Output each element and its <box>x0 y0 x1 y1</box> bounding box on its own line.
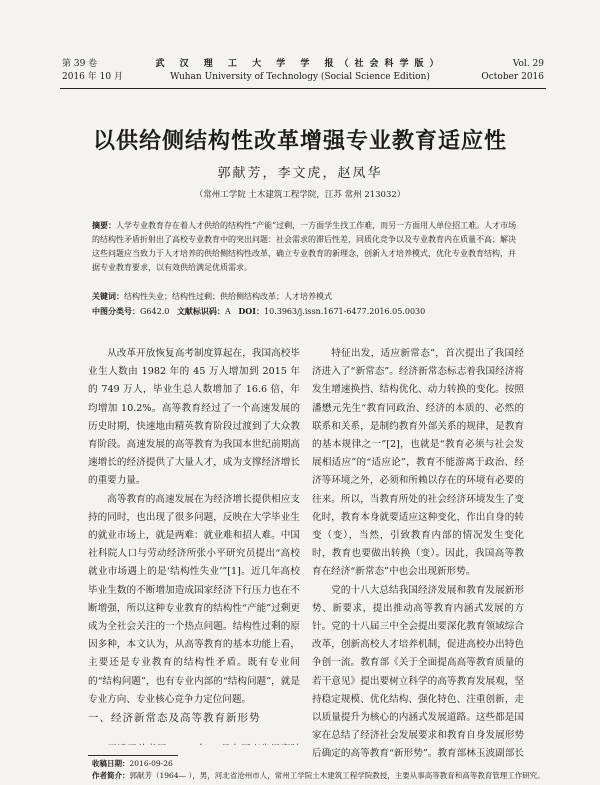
paragraph: 特征出发，适应新常态”，首次提出了我国经济进入了“新常态”。经济新常态标志着我国经济将发生增速换挡、结构优化、动力转换的变化。按照潘懋元先生“教育同政治、经济的本质的、必然的联系和关系，是制约教育外部关系的规律，是教育的基本规律之一”[2]，也就是“教育必须与社会发展相适应”的“适应论”，教育不能游离于政治、经济等环境之外，必须和所赖以存在的环境有必要的往来。所以，当教育所处的社会经济环境发生了变化时，教育本身就要适应这种变化，作出自身的转变（变），当然，引致教育内部的情况发生变化时，教育也要做出转换（变）。因此，我国高等教育在经济“新常态”中也会出现新形势。 <box>312 348 524 578</box>
author-info: 郭献芳（1964— ），男，河北省沧州市人，常州工学院土木建筑工程学院教授，主要从事高等教育和高等教育管理工作研究。 <box>129 771 545 780</box>
paragraph <box>88 741 300 745</box>
doi-value: 10.3963/j.issn.1671-6477.2016.05.0030 <box>264 307 426 316</box>
doc-code-label: 文献标识码： <box>176 306 225 316</box>
keywords-text: 结构性失业；结构性过剩；供给侧结构改革；人才培养模式 <box>124 292 332 301</box>
author-info-label: 作者简介： <box>92 771 130 780</box>
abstract-label: 摘要： <box>92 220 116 230</box>
received-label: 收稿日期： <box>92 759 130 768</box>
article-title: 以供给侧结构性改革增强专业教育适应性 <box>92 128 507 154</box>
footnote-rule <box>88 755 178 756</box>
date-en: October 2016 <box>481 72 544 82</box>
abstract <box>92 218 520 288</box>
received-date: 2016-09-26 <box>129 759 173 768</box>
body-column-right <box>312 345 524 760</box>
keywords <box>92 289 520 304</box>
keywords-label: 关键词： <box>92 291 124 301</box>
author-affiliation: （常州工学院 土木建筑工程学院，江苏 常州 213032） <box>194 190 406 200</box>
volume-cn: 第 39 卷 <box>62 59 98 69</box>
abstract-text: 人学专业教育存在着人才供给的结构性“产能”过剩，一方面学生找工作难，而另一方面用人单位招工难。人才市场的结构性矛盾折射出了高校专业教育中的突出问题：社会需求的滞后性差，同质化竞争以及专业教育内在质量不高；解决这些问题应当致力于人才培养的供给侧结构性改革，确立专业教育的新理念，创新人才培养模式，优化专业教育结构，并据专业教育要求，以有效供给满足优质需求。 <box>92 221 517 272</box>
clc-label: 中图分类号： <box>92 306 140 316</box>
paragraph: 从改革开放恢复高考制度算起在，我国高校毕业生人数由 1982 年的 45 万人增加到 2015 年的 749 万人，毕业生总人数增加了 16.6 倍，年均增加 10.2%。高等教育经过了一个高速发展的历史时期，快速地由精英教育阶段过渡到了大众教育阶段。高速发展的高等教育为我国本世纪前期高速增长的经济提供了大量人才，成为支撑经济增长的重要力量。 <box>88 348 300 487</box>
doi-label: DOI： <box>238 306 265 316</box>
paragraph: 高等教育的高速发展在为经济增长提供相应支持的同时，也出现了很多问题，反映在大学毕业生的就业市场上，就是两难：就业难和招人难。中国社科院人口与劳动经济所张小平研究员提出“高校就业市场遇上的是‘结构性失业’”[1]。近几年高校毕业生数的不断增加造成国家经济下行压力也在不断增强，所以这种专业教育的结构性“产能”过剩更成为全社会关注的一个热点问题。结构性过剩的原因多种，本文认为，从高等教育的基本功能上看，主要还是专业教育的结构性矛盾。既有专业间的“结构问题”，也有专业内部的“结构问题”，就是专业方向、专业核心竞争力定位问题。 <box>88 493 300 705</box>
clc-value: G642.0 <box>140 307 170 316</box>
body-column-left <box>88 345 300 745</box>
header-rule <box>60 88 546 89</box>
journal-title-en: Wuhan University of Technology (Social Science Edition) <box>170 72 430 82</box>
section-heading: 一、经济新常态及高等教育新形势 <box>88 712 261 725</box>
date-cn: 2016 年 10 月 <box>62 72 123 82</box>
footnote-received <box>92 759 173 769</box>
journal-title-cn: 武 汉 理 工 大 学 学 报（社会科学版） <box>155 59 445 69</box>
doc-code-value: A <box>224 307 231 316</box>
article-authors: 郭献芳，李文虎，赵凤华 <box>217 166 383 181</box>
paragraph: 党的十八大总结我国经济发展和教育发展新形势、新要求，提出推动高等教育内涵式发展的方针。党的十八届三中全会提出要深化教育领域综合改革，创新高校人才培养机制，促进高校办出特色争创一流。教育部《关于全面提高高等教育质量的若干意见》提出要树立科学的高等教育发展观，坚持稳定规模、优化结构、强化特色、注重创新，走以质量提升为核心的内涵式发展道路。这些都是国家在总结了经济社会发展要求和教育自身发展形势后确定的高等教育“新形势”。教育部林玉波副部长 <box>312 584 524 760</box>
classification-line <box>92 304 520 319</box>
volume-en: Vol. 29 <box>512 59 544 69</box>
running-header-right <box>481 58 544 84</box>
footnote-author <box>92 771 545 781</box>
